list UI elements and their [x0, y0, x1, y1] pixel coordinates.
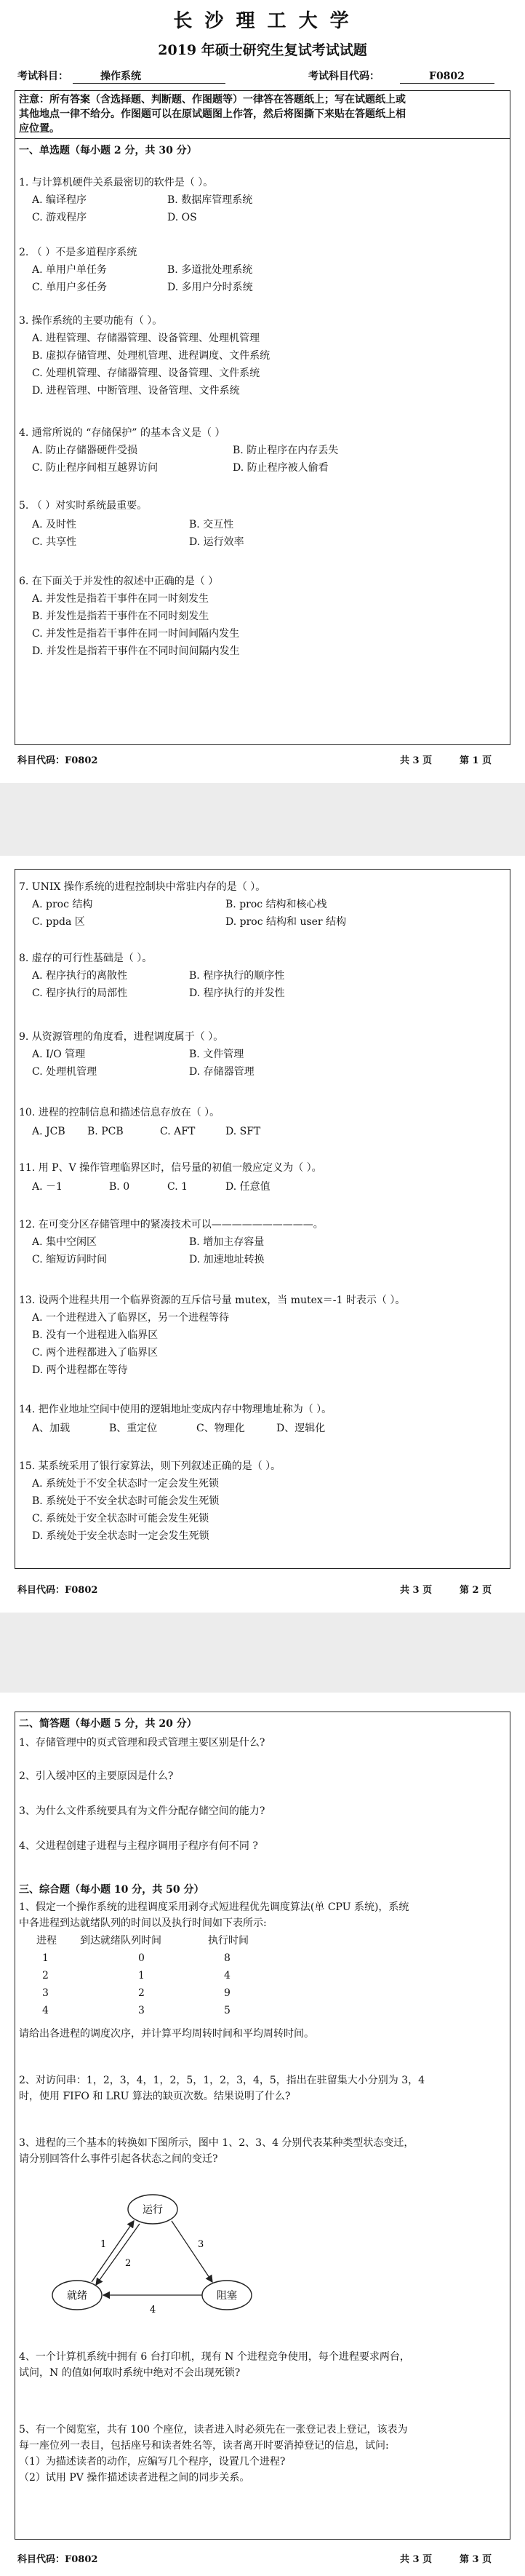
q15-option-d: D. 系统处于安全状态时一定会发生死锁 [32, 1530, 209, 1542]
q1-option-d: D. OS [167, 212, 197, 223]
table-cell: 1 [138, 1970, 145, 1981]
q14-option-c: C、物理化 [196, 1423, 245, 1434]
q7-option-c: C. ppda 区 [32, 916, 85, 928]
code-underline [400, 83, 494, 84]
transition-label-2: 2 [125, 2258, 132, 2269]
q5-option-b: B. 交互性 [189, 519, 234, 530]
comprehensive-5-line-4: （2）试用 PV 操作描述读者进程之间的同步关系。 [19, 2472, 250, 2484]
q6-option-b: B. 并发性是指若干事件在不同时刻发生 [32, 611, 209, 622]
q6-option-d: D. 并发性是指若干事件在不同时间间隔内发生 [32, 645, 240, 657]
q11-option-d: D. 任意值 [225, 1181, 270, 1193]
table-cell: 3 [42, 1987, 49, 1999]
notice-line-2: 其他地点一律不给分。作图题可以在原试题图上作答，然后将图撕下来贴在答题纸上相 [19, 108, 406, 120]
q15-option-a: A. 系统处于不安全状态时一定会发生死锁 [32, 1478, 220, 1490]
q9-option-a: A. I/O 管理 [32, 1049, 86, 1060]
q10-option-a: A. JCB [32, 1126, 65, 1137]
q1-option-a: A. 编译程序 [32, 194, 87, 206]
q2-option-c: C. 单用户多任务 [32, 282, 108, 293]
table-cell: 9 [224, 1987, 231, 1999]
transition-arrow-3 [172, 2221, 212, 2282]
q12-option-d: D. 加速地址转换 [189, 1254, 265, 1265]
table-cell: 5 [224, 2005, 231, 2016]
comprehensive-5-line-3: （1）为描述读者的动作，应编写几个程序，设置几个进程? [19, 2456, 286, 2468]
comprehensive-3-line-1: 3、进程的三个基本的转换如下图所示，图中 1、2、3、4 分别代表某种类型状态变迁， [19, 2137, 414, 2149]
footer-subject-code: 科目代码：F0802 [17, 755, 98, 766]
footer-subject-code: 科目代码：F0802 [17, 1585, 98, 1596]
table-cell: 4 [224, 1970, 231, 1981]
footer-total-pages: 共 3 页 [400, 2554, 433, 2565]
q8-option-d: D. 程序执行的并发性 [189, 987, 285, 999]
q3-option-b: B. 虚拟存储管理、处理机管理、进程调度、文件系统 [32, 350, 270, 362]
footer-subject-code: 科目代码：F0802 [17, 2554, 98, 2565]
q13-option-c: C. 两个进程都进入了临界区 [32, 1347, 159, 1359]
q4-option-a: A. 防止存储器硬件受损 [32, 445, 138, 456]
table-header-process: 进程 [36, 1935, 57, 1947]
transition-label-4: 4 [150, 2305, 156, 2315]
q7-option-d: D. proc 结构和 user 结构 [225, 916, 347, 928]
comprehensive-4-line-1: 4、一个计算机系统中拥有 6 台打印机，现有 N 个进程竞争使用，每个进程要求两台， [19, 2351, 410, 2363]
q3-stem: 3. 操作系统的主要功能有（ ）。 [19, 315, 163, 327]
q8-option-c: C. 程序执行的局部性 [32, 987, 128, 999]
q2-option-a: A. 单用户单任务 [32, 264, 108, 276]
footer-page-number: 第 3 页 [460, 2554, 492, 2565]
q5-option-c: C. 共享性 [32, 536, 77, 548]
exam-page-2 [0, 856, 525, 1613]
comprehensive-5-line-2: 每一座位列一表目，包括座号和读者姓名等，读者离开时要消掉登记的信息，试问: [19, 2440, 389, 2452]
subject-label: 考试科目： [17, 71, 68, 82]
comprehensive-3-line-2: 请分别回答什么事件引起各状态之间的变迁? [19, 2153, 218, 2165]
q8-option-b: B. 程序执行的顺序性 [189, 970, 285, 982]
code-label: 考试科目代码： [308, 71, 380, 82]
state-blocked-label: 阻塞 [217, 2290, 237, 2302]
q7-option-b: B. proc 结构和核心栈 [225, 899, 327, 910]
q6-stem: 6. 在下面关于并发性的叙述中正确的是（ ） [19, 576, 219, 587]
answer-frame-3 [15, 1712, 510, 2540]
q2-stem: 2. （ ）不是多道程序系统 [19, 247, 137, 258]
q11-option-c: C. 1 [167, 1181, 188, 1193]
comprehensive-1-line-3: 请给出各进程的调度次序，并计算平均周转时间和平均周转时间。 [19, 2028, 314, 2040]
section-1-title: 一、单选题（每小题 2 分，共 30 分） [19, 145, 197, 156]
q10-option-c: C. AFT [160, 1126, 196, 1137]
q13-stem: 13. 设两个进程共用一个临界资源的互斥信号量 mutex，当 mutex＝-1 时表示（ ）。 [19, 1295, 406, 1306]
university-name: 长 沙 理 工 大 学 [173, 10, 352, 32]
q4-option-c: C. 防止程序间相互越界访问 [32, 462, 159, 474]
comprehensive-2-line-2: 时，使用 FIFO 和 LRU 算法的缺页次数。结果说明了什么? [19, 2091, 291, 2102]
q2-option-b: B. 多道批处理系统 [167, 264, 253, 276]
state-ready-label: 就绪 [67, 2290, 87, 2302]
q12-option-b: B. 增加主存容量 [189, 1236, 265, 1248]
q7-stem: 7. UNIX 操作系统的进程控制块中常驻内存的是（ ）。 [19, 881, 266, 893]
process-table [36, 1934, 342, 2022]
comprehensive-5-line-1: 5、有一个阅览室，共有 100 个座位，读者进入时必须先在一张登记表上登记，该表为 [19, 2424, 408, 2436]
section-2-title: 二、简答题（每小题 5 分，共 20 分） [19, 1718, 197, 1730]
exam-title: 2019 年硕士研究生复试考试试题 [158, 42, 367, 58]
q1-stem: 1. 与计算机硬件关系最密切的软件是（ ）。 [19, 177, 214, 188]
subject-name: 操作系统 [100, 71, 141, 82]
q9-stem: 9. 从资源管理的角度看，进程调度属于（ ）。 [19, 1031, 224, 1043]
exam-page-1 [0, 0, 525, 783]
q10-stem: 10. 进程的控制信息和描述信息存放在（ ）。 [19, 1107, 220, 1118]
q3-option-d: D. 进程管理、中断管理、设备管理、文件系统 [32, 385, 240, 397]
table-cell: 4 [42, 2005, 49, 2016]
q7-option-a: A. proc 结构 [32, 899, 93, 910]
q8-stem: 8. 虚存的可行性基础是（ ）。 [19, 953, 153, 964]
transition-arrow-1 [92, 2221, 134, 2282]
q6-option-c: C. 并发性是指若干事件在同一时间间隔内发生 [32, 628, 240, 640]
q5-option-d: D. 运行效率 [189, 536, 244, 548]
short-answer-4: 4、父进程创建子进程与主程序调用子程序有何不同 ? [19, 1840, 258, 1852]
q1-option-b: B. 数据库管理系统 [167, 194, 253, 206]
footer-page-number: 第 1 页 [460, 755, 492, 766]
q13-option-d: D. 两个进程都在等待 [32, 1364, 128, 1376]
q5-stem: 5. （ ）对实时系统最重要。 [19, 500, 148, 512]
footer-total-pages: 共 3 页 [400, 1585, 433, 1596]
notice-divider [15, 138, 510, 139]
q15-option-b: B. 系统处于不安全状态时可能会发生死锁 [32, 1495, 220, 1507]
subject-underline [73, 83, 225, 84]
q11-option-b: B. 0 [109, 1181, 130, 1193]
q1-option-c: C. 游戏程序 [32, 212, 87, 223]
table-header-burst: 执行时间 [208, 1935, 249, 1947]
q4-option-d: D. 防止程序被人偷看 [233, 462, 329, 474]
code-value: F0802 [429, 71, 465, 82]
section-3-title: 三、综合题（每小题 10 分，共 50 分） [19, 1884, 204, 1896]
comprehensive-2-line-1: 2、对访问串：1，2，3，4，1，2，5，1，2，3，4，5，指出在驻留集大小分别为 3，4 [19, 2075, 425, 2086]
state-running-label: 运行 [143, 2204, 163, 2216]
q3-option-a: A. 进程管理、存储器管理、设备管理、处理机管理 [32, 333, 260, 344]
table-cell: 2 [138, 1987, 145, 1999]
state-transition-diagram [44, 2185, 262, 2323]
q9-option-b: B. 文件管理 [189, 1049, 244, 1060]
q15-option-c: C. 系统处于安全状态时可能会发生死锁 [32, 1513, 209, 1524]
transition-arrow-2 [96, 2224, 140, 2285]
page-gap-1 [0, 783, 525, 856]
comprehensive-4-line-2: 试问，N 的值如何取时系统中绝对不会出现死锁? [19, 2367, 241, 2379]
short-answer-2: 2、引入缓冲区的主要原因是什么? [19, 1770, 174, 1782]
exam-page-3 [0, 1693, 525, 2576]
q14-option-b: B、重定位 [109, 1423, 158, 1434]
short-answer-1: 1、存储管理中的页式管理和段式管理主要区别是什么? [19, 1737, 265, 1749]
footer-total-pages: 共 3 页 [400, 755, 433, 766]
q11-option-a: A. －1 [32, 1181, 63, 1193]
footer-page-number: 第 2 页 [460, 1585, 492, 1596]
q14-option-d: D、逻辑化 [276, 1423, 326, 1434]
q2-option-d: D. 多用户分时系统 [167, 282, 253, 293]
table-header-arrival: 到达就绪队列时间 [80, 1935, 161, 1947]
notice-line-1: 注意：所有答案（含选择题、判断题、作图题等）一律答在答题纸上；写在试题纸上或 [19, 94, 406, 106]
transition-label-3: 3 [198, 2239, 204, 2250]
comprehensive-1-line-1: 1、假定一个操作系统的进程调度采用剥夺式短进程优先调度算法(单 CPU 系统)，系统 [19, 1901, 409, 1913]
q3-option-c: C. 处理机管理、存储器管理、设备管理、文件系统 [32, 367, 260, 379]
table-cell: 2 [42, 1970, 49, 1981]
q5-option-a: A. 及时性 [32, 519, 77, 530]
q4-option-b: B. 防止程序在内存丢失 [233, 445, 339, 456]
q9-option-c: C. 处理机管理 [32, 1066, 97, 1078]
table-cell: 1 [42, 1952, 49, 1964]
q14-stem: 14. 把作业地址空间中使用的逻辑地址变成内存中物理地址称为（ ）。 [19, 1404, 332, 1415]
q13-option-a: A. 一个进程进入了临界区，另一个进程等待 [32, 1312, 230, 1324]
comprehensive-1-line-2: 中各进程到达就绪队列的时间以及执行时间如下表所示: [19, 1917, 267, 1929]
q15-stem: 15. 某系统采用了银行家算法，则下列叙述正确的是（ ）。 [19, 1460, 281, 1472]
q9-option-d: D. 存储器管理 [189, 1066, 255, 1078]
q11-stem: 11. 用 P、V 操作管理临界区时，信号量的初值一般应定义为（ ）。 [19, 1162, 322, 1174]
q14-option-a: A、加载 [32, 1423, 71, 1434]
q6-option-a: A. 并发性是指若干事件在同一时刻发生 [32, 593, 209, 605]
table-cell: 3 [138, 2005, 145, 2016]
table-cell: 0 [138, 1952, 145, 1964]
page-gap-2 [0, 1613, 525, 1693]
q12-stem: 12. 在可变分区存储管理中的紧凑技术可以——————————。 [19, 1219, 324, 1231]
q4-stem: 4. 通常所说的 “存储保护” 的基本含义是（ ） [19, 427, 225, 439]
q13-option-b: B. 没有一个进程进入临界区 [32, 1329, 159, 1341]
notice-line-3: 应位置。 [19, 123, 60, 135]
q12-option-a: A. 集中空闲区 [32, 1236, 97, 1248]
transition-label-1: 1 [100, 2239, 107, 2250]
q8-option-a: A. 程序执行的离散性 [32, 970, 128, 982]
table-cell: 8 [224, 1952, 231, 1964]
q12-option-c: C. 缩短访问时间 [32, 1254, 108, 1265]
short-answer-3: 3、为什么文件系统要具有为文件分配存储空间的能力? [19, 1805, 265, 1817]
q10-option-b: B. PCB [87, 1126, 124, 1137]
q10-option-d: D. SFT [225, 1126, 261, 1137]
